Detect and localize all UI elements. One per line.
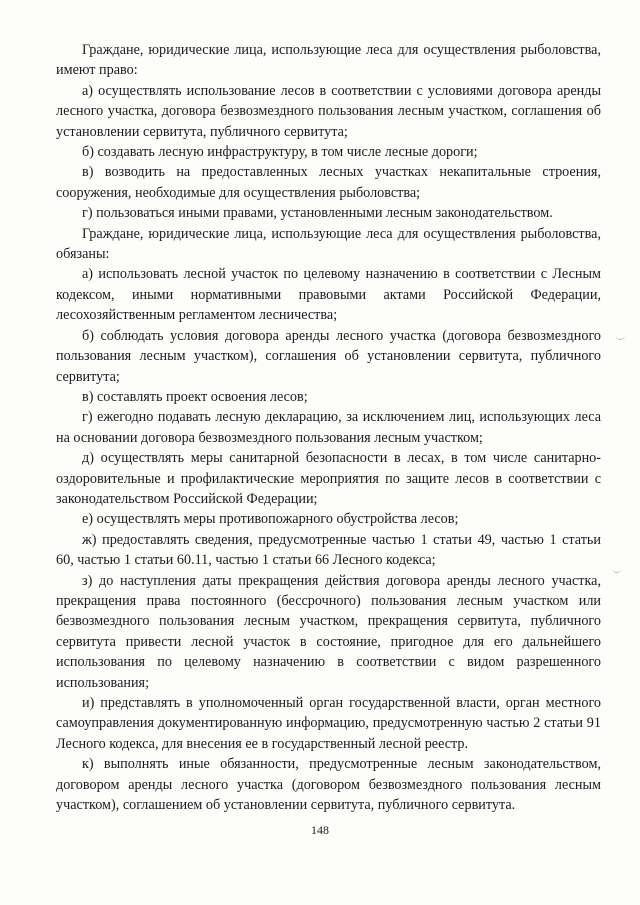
binding-hole-mark xyxy=(612,567,621,573)
binding-hole-mark xyxy=(616,334,625,340)
paragraph-duty-b: б) соблюдать условия договора аренды лесного участка (договора безвозмездного пользования лесным участком), соглашения об установлении сервитута, публичного сервитута; xyxy=(56,327,601,385)
paragraph-duty-i: и) представлять в уполномоченный орган государственной власти, орган местного самоуправления документированную информацию, предусмотренную частью 2 статьи 91 Лесного кодекса, для внесения ее в государственный лесной реестр. xyxy=(56,695,601,752)
paragraph-rights-intro: Граждане, юридические лица, использующие леса для осуществления рыболовства, имеют право: xyxy=(56,42,601,79)
paragraph-duty-k: к) выполнять иные обязанности, предусмотренные лесным законодательством, договором аренды лесного участка (договором безвозмездного пользования лесным участком), соглашением об установлении сервитута, публичного сервитута. xyxy=(56,756,601,814)
paragraph-duty-g: г) ежегодно подавать лесную декларацию, за исключением лиц, использующих леса на основании договора безвозмездного пользования лесным участком; xyxy=(56,409,601,446)
page-number: 148 xyxy=(311,823,329,837)
paragraph-duty-z: з) до наступления даты прекращения действия договора аренды лесного участка, прекращения права постоянного (бессрочного) пользования лесным участком или безвозмездного пользования лесным участком, прекращения сервитута, публичного сервитута привести лесной участок в состояние, пригодное для его дальнейшего использования по целевому назначению в соответствии с видом разрешенного использования; xyxy=(56,572,601,691)
paragraph-right-b: б) создавать лесную инфраструктуру, в том числе лесные дороги; xyxy=(82,144,478,161)
paragraph-duty-zh: ж) предоставлять сведения, предусмотренные частью 1 статьи 49, частью 1 статьи 60, частью 1 статьи 60.11, частью 1 статьи 66 Лесного кодекса; xyxy=(56,531,601,569)
paragraph-duty-e: е) осуществлять меры противопожарного обустройства лесов; xyxy=(82,511,459,528)
paragraph-duty-v: в) составлять проект освоения лесов; xyxy=(82,388,308,405)
paragraph-right-v: в) возводить на предоставленных лесных участках некапитальные строения, сооружения, необходимые для осуществления рыболовства; xyxy=(56,164,601,201)
paragraph-right-a: а) осуществлять использование лесов в соответствии с условиями договора аренды лесного участка, договора безвозмездного пользования лесным участком, соглашения об установлении сервитута, публичного сервитута; xyxy=(56,82,601,140)
paragraph-duty-a: а) использовать лесной участок по целевому назначению в соответствии с Лесным кодексом, иными нормативными правовыми актами Российской Федерации, лесохозяйственным регламентом лесничества; xyxy=(56,266,601,324)
paragraph-duties-intro: Граждане, юридические лица, использующие леса для осуществления рыболовства, обязаны: xyxy=(56,225,601,263)
paragraph-duty-d: д) осуществлять меры санитарной безопасности в лесах, в том числе санитарно-оздоровительные и профилактические мероприятия по защите лесов в соответствии с законодательством Российской Федерации; xyxy=(56,450,601,507)
document-body xyxy=(56,40,601,815)
paragraph-right-g: г) пользоваться иными правами, установленными лесным законодательством. xyxy=(82,205,553,222)
